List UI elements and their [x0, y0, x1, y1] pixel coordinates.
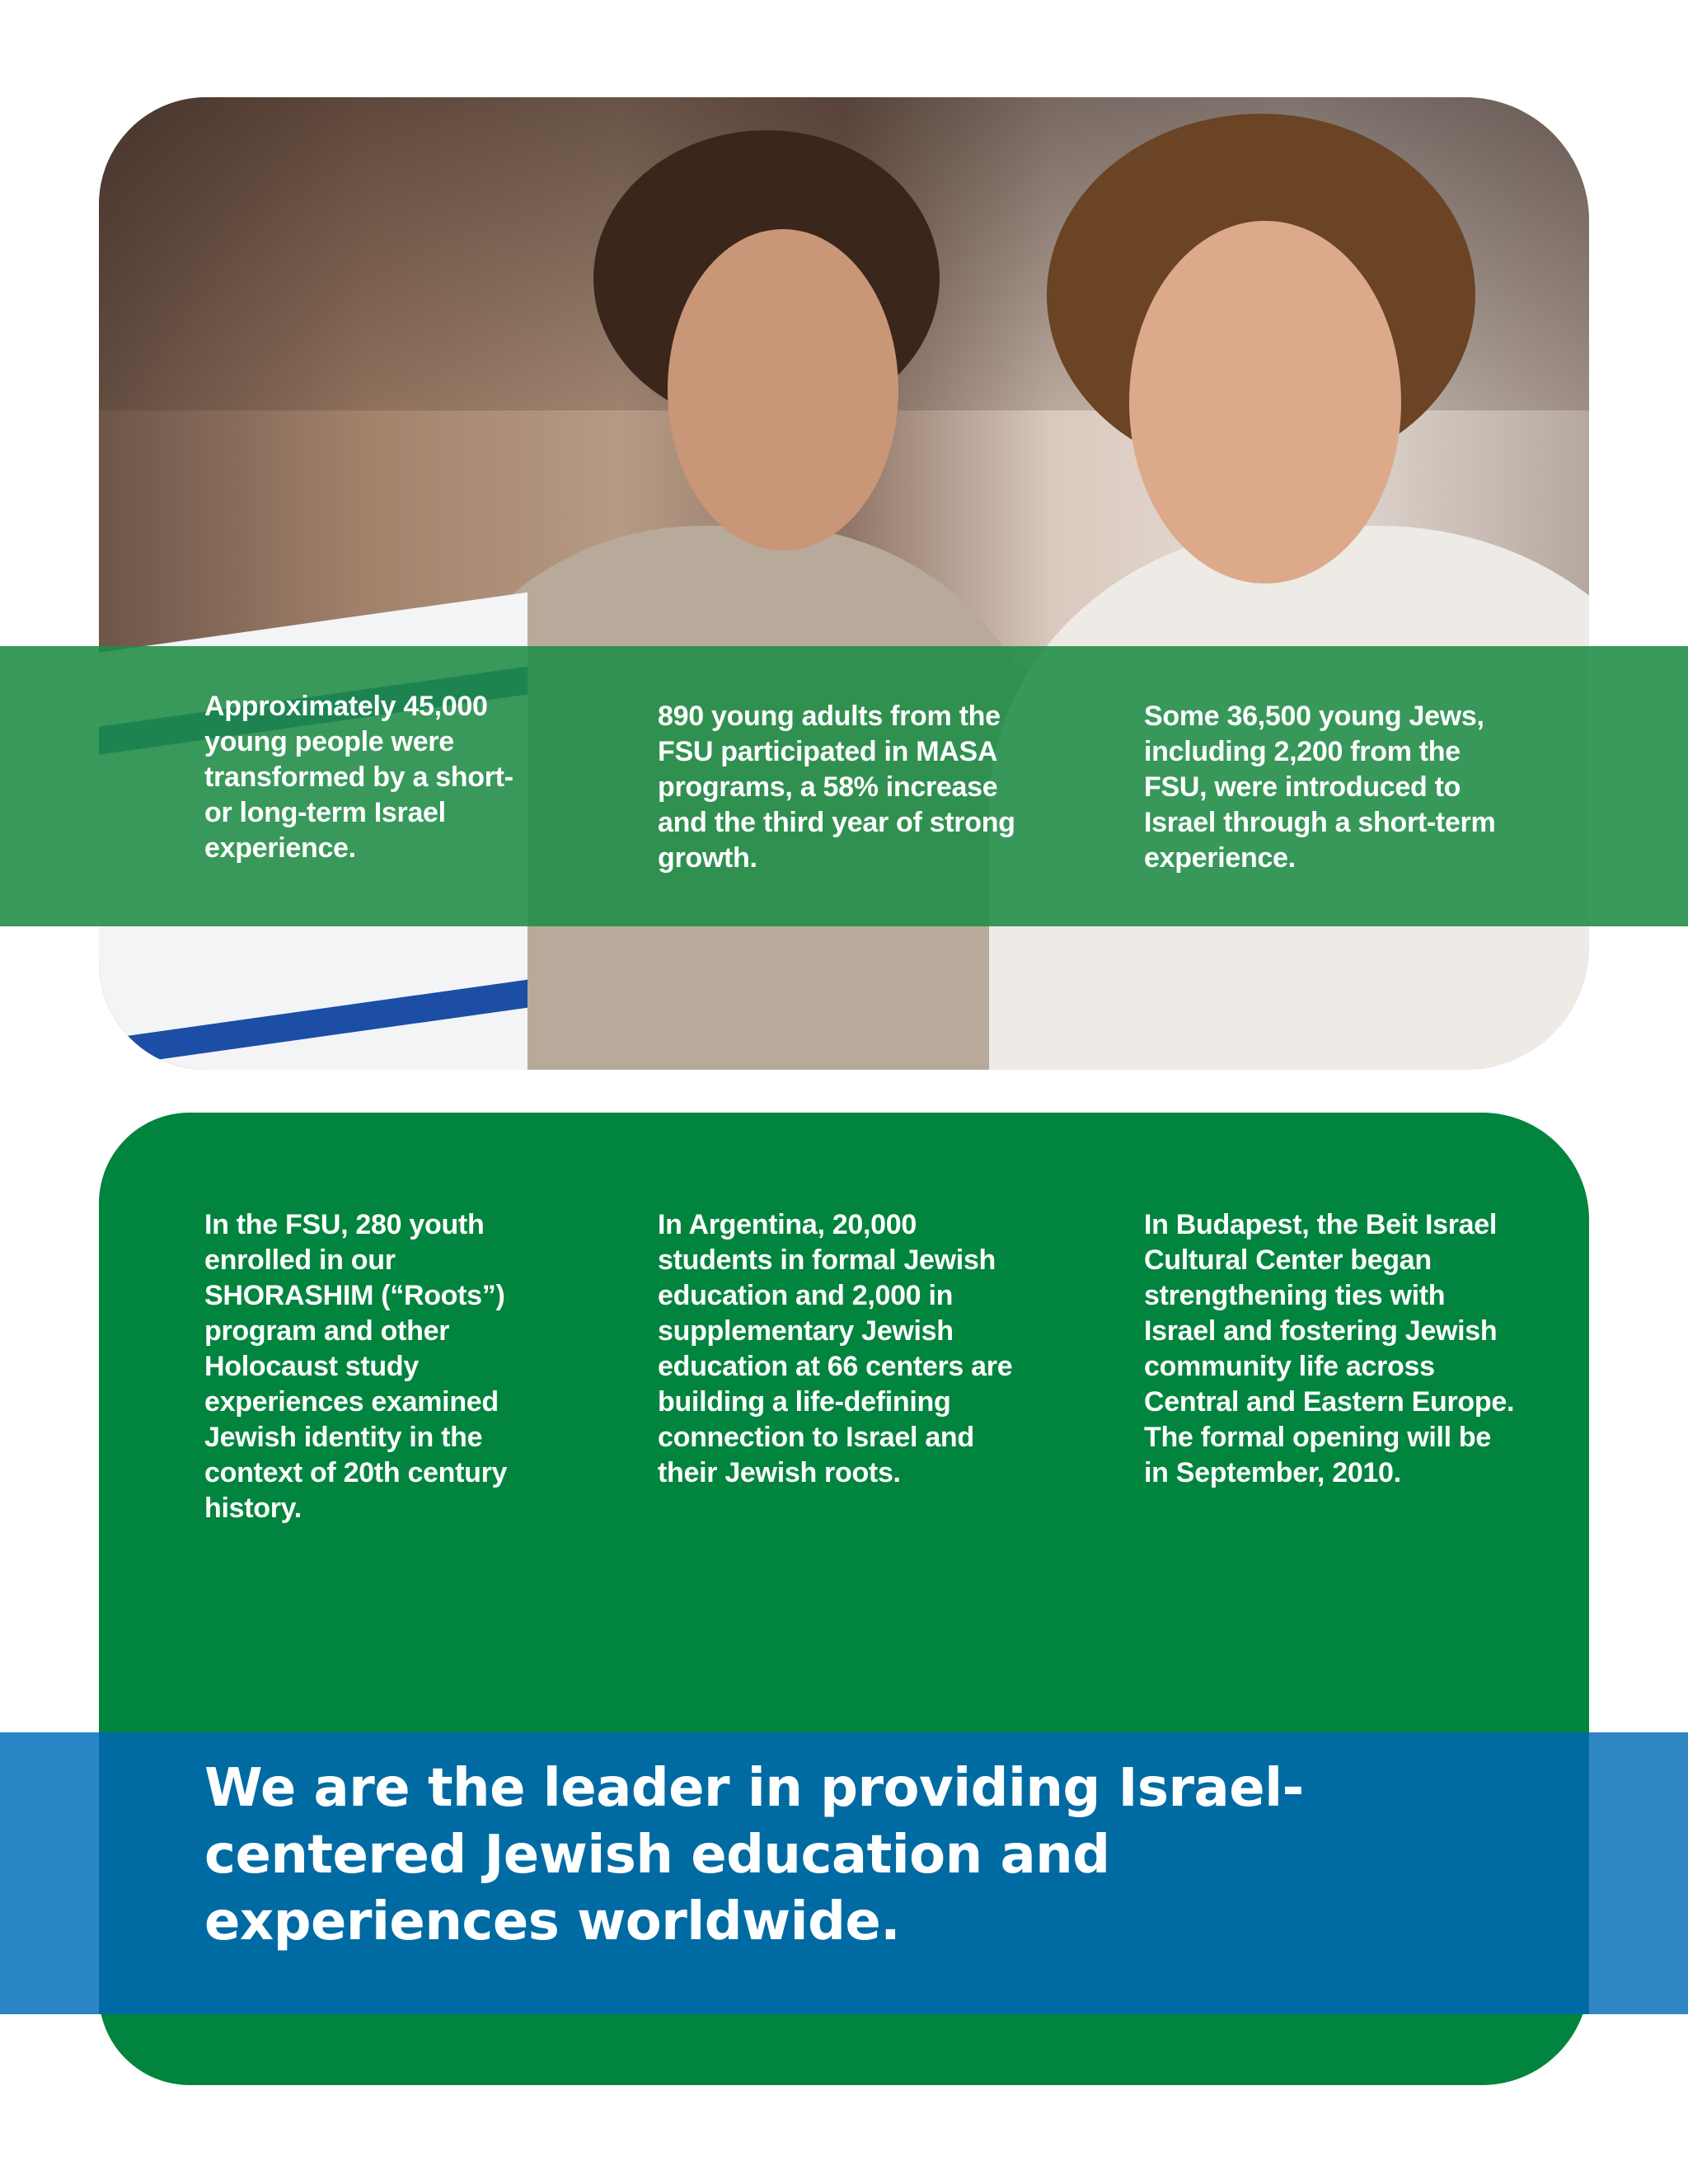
stat-budapest-center: In Budapest, the Beit Israel Cultural Center began strengthening ties with Israel and fostering Jewish community life across Central and Eastern Europe. The formal opening will be in September, 2010.: [1144, 1209, 1515, 1488]
stat-argentina-education: In Argentina, 20,000 students in formal Jewish education and 2,000 in supplementary Jewish education at 66 centers are building a life-defining connection to Israel and their Jewish roots.: [658, 1209, 1013, 1488]
stat-short-term-experience: Some 36,500 young Jews, including 2,200 from the FSU, were introduced to Israel through a short-term experience.: [1144, 701, 1496, 874]
mission-tagline: We are the leader in providing Israel-centered Jewish education and experiences worldwide.: [204, 1758, 1304, 1952]
photo-person-right-face: [1129, 221, 1401, 583]
stat-fsu-shorashim: In the FSU, 280 youth enrolled in our SHORASHIM (“Roots”) program and other Holocaust study experiences examined Jewish identity in the context of 20th century history.: [204, 1209, 508, 1524]
stat-masa-programs: 890 young adults from the FSU participated in MASA programs, a 58% increase and the third year of strong growth.: [658, 701, 1015, 874]
flag-stripe: [99, 980, 528, 1070]
photo-person-left-face: [668, 229, 898, 551]
stat-young-people: Approximately 45,000 young people were transformed by a short- or long-term Israel experience.: [204, 691, 513, 864]
